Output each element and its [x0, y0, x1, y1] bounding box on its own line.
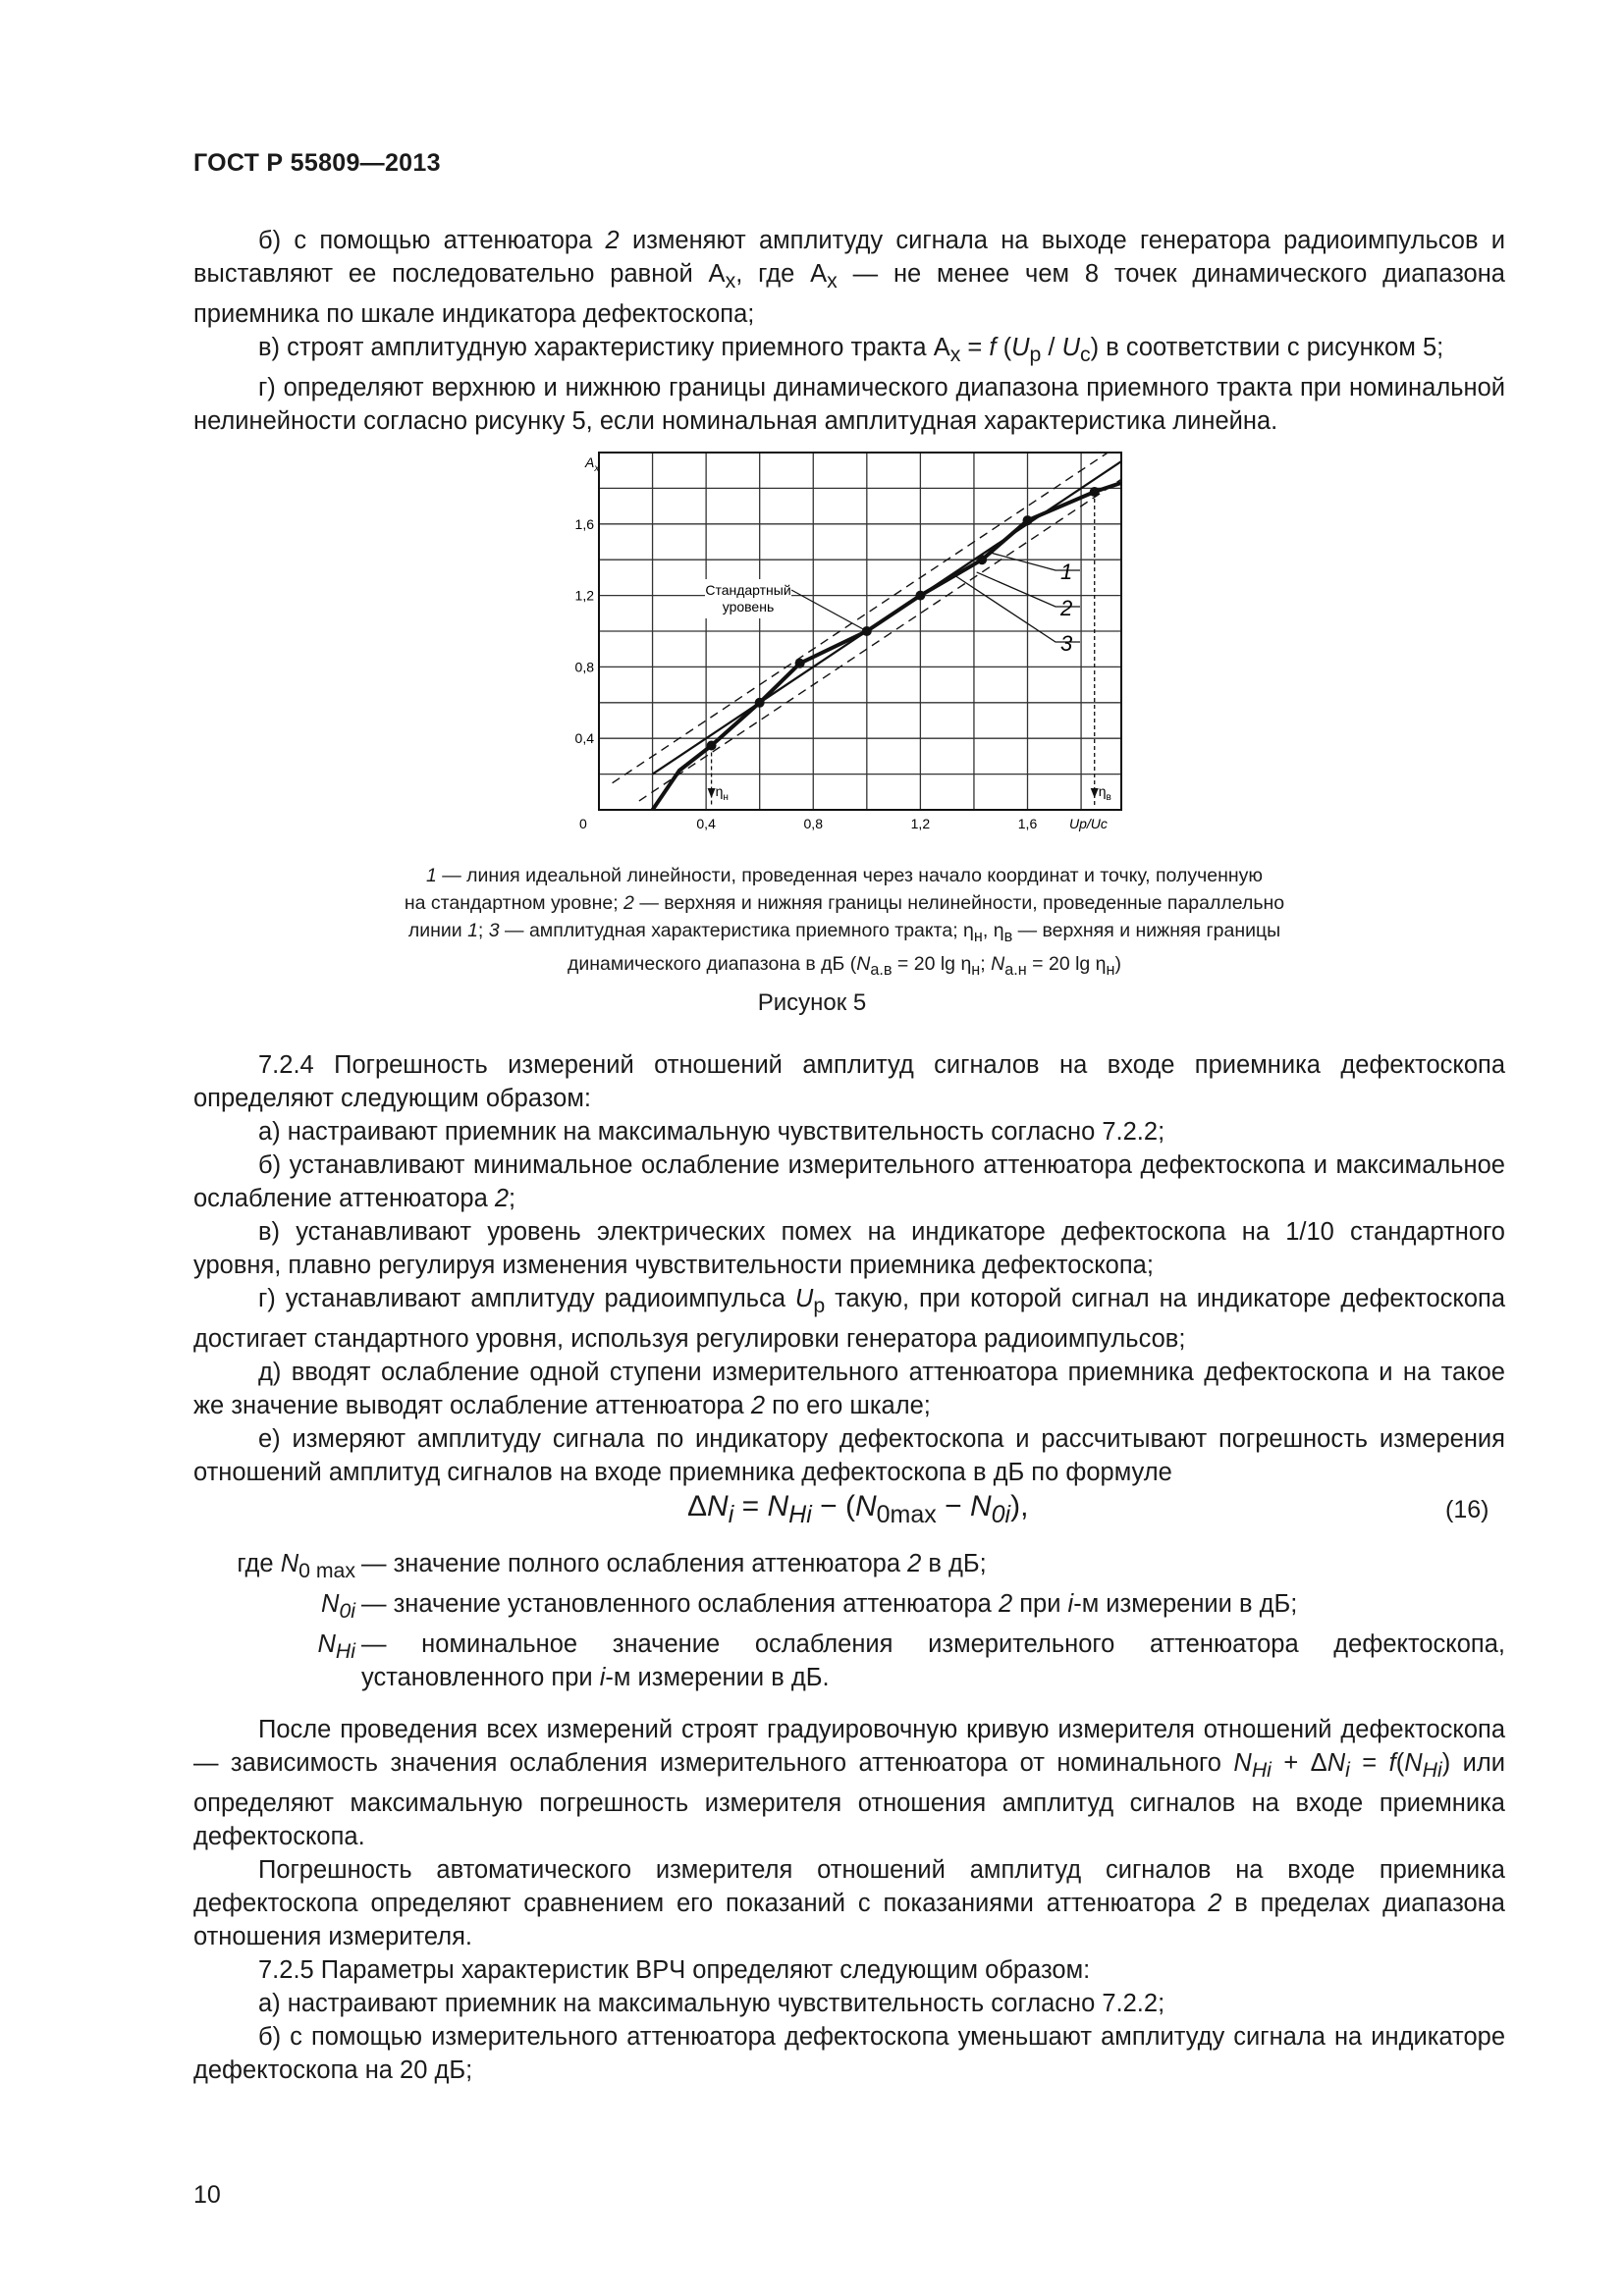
eta-low-label: $\eta_н$ [715, 783, 729, 803]
leader-label-1: 1 [1060, 560, 1073, 584]
xlabel: Uр/Uс [1069, 816, 1108, 831]
document-header: ГОСТ Р 55809—2013 [193, 149, 441, 177]
figure-caption [324, 862, 1365, 984]
y-tick-label: 1,6 [574, 515, 594, 532]
standard-level-line1: Стандартный [705, 582, 791, 598]
step-725-a: а) настраивают приемник на максимальную чувствительность согласно 7.2.2; [258, 1990, 1165, 2018]
page-number: 10 [193, 2181, 221, 2209]
definitions [193, 1547, 1505, 1694]
series-line [653, 483, 1121, 810]
eta-high-label: $\eta_в$ [1098, 783, 1111, 803]
data-point [1090, 487, 1100, 497]
x-tick-label: 0,8 [803, 816, 823, 831]
origin-label: 0 [579, 816, 587, 831]
ylabel: $A_x$ [585, 454, 600, 474]
data-point [707, 740, 717, 750]
step-a: а) настраивают приемник на максимальную чувствительность согласно 7.2.2; [258, 1118, 1165, 1146]
leader-label-2: 2 [1060, 596, 1073, 620]
step-b: б) устанавливают минимальное ослабление измерительного аттенюатора дефектоскопа и максимальное ослабление аттенюатора 2; [193, 1151, 1505, 1212]
section-7-2-4 [193, 1048, 1505, 1489]
step-e: е) измеряют амплитуду сигнала по индикатору дефектоскопа и рассчитывают погрешность измерения отношений амплитуд сигналов на входе приемника дефектоскопа в дБ по формуле [193, 1425, 1505, 1487]
definition-nhi: $N_{Hi}$ — номинальное значение ослабления измерительного аттенюатора дефектоскопа, установленного при i-м измерении в дБ. [317, 1630, 1505, 1692]
figure-title: Рисунок 5 [757, 989, 867, 1016]
y-tick-label: 0,4 [574, 730, 594, 747]
step-v: в) устанавливают уровень электрических помех на индикаторе дефектоскопа на 1/10 стандартного уровня, плавно регулируя изменения чувствительности приемника дефектоскопа; [193, 1218, 1505, 1279]
chart-points [707, 487, 1100, 750]
y-tick-label: 0,8 [574, 659, 594, 675]
figure-5-chart [560, 447, 1149, 839]
step-g: г) устанавливают амплитуду радиоимпульса $U_p$ такую, при которой сигнал на индикаторе дефектоскопа достигает стандартного уровня, используя регулировки генератора радиоимпульсов; [193, 1285, 1505, 1354]
definition-n0i: $N_{0i}$ — значение установленного ослабления аттенюатора 2 при i-м измерении в дБ; [321, 1590, 1298, 1624]
leader-label-3: 3 [1060, 631, 1073, 656]
caption-line-1: 1 — линия идеальной линейности, проведенная через начало координат и точку, полученную [425, 865, 1264, 886]
x-tick-label: 1,6 [1017, 816, 1038, 831]
formula-16: $\Delta N_i = N_{Hi} - (N_{0max} - N_{0i})$, [687, 1490, 1029, 1528]
intro-paragraph-v: в) строят амплитудную характеристику приемного тракта $A_x = f$ $(U_p / U_c)$ в соответствии с рисунком 5; [258, 334, 1444, 367]
data-point [795, 659, 805, 668]
eta-high-marker-arrow [1091, 788, 1099, 798]
caption-line-2: на стандартном уровне; 2 — верхняя и нижняя границы нелинейности, проведенные параллельно [404, 892, 1285, 914]
eta-low-marker-arrow [708, 788, 716, 798]
caption-line-3: линии 1; 3 — амплитудная характеристика приемного тракта; $\eta_н$, $\eta_в$ — верхняя и нижняя границы [407, 920, 1281, 945]
y-tick-label: 1,2 [574, 587, 594, 604]
chart-grid [599, 453, 1121, 810]
data-point [977, 555, 987, 564]
section-725-intro: 7.2.5 Параметры характеристик ВРЧ определяют следующим образом: [258, 1956, 1091, 1985]
auto-meter-paragraph: Погрешность автоматического измерителя отношений амплитуд сигналов на входе приемника дефектоскопа определяют сравнением его показаний с показаниями аттенюатора 2 в пределах диапазона отношения измерителя. [193, 1856, 1505, 1951]
formula-number: (16) [1445, 1496, 1489, 1523]
standard-level-line2: уровень [722, 599, 775, 614]
intro-paragraph-g: г) определяют верхнюю и нижнюю границы динамического диапазона приемного тракта при номинальной нелинейности согласно рисунку 5, если номинальная амплитудная характеристика линейна. [193, 374, 1505, 436]
after-formula-text [193, 1713, 1505, 2087]
x-tick-label: 0,4 [696, 816, 716, 831]
standard-level-pointer [791, 590, 867, 631]
section-724-intro: 7.2.4 Погрешность измерений отношений амплитуд сигналов на входе приемника дефектоскопа определяют следующим образом: [193, 1051, 1505, 1112]
data-point [1023, 515, 1033, 525]
step-d: д) вводят ослабление одной ступени измерительного аттенюатора приемника дефектоскопа и на такое же значение выводят ослабление аттенюатора 2 по его шкале; [193, 1359, 1505, 1420]
x-tick-label: 1,2 [910, 816, 931, 831]
intro-text [193, 224, 1505, 438]
caption-line-4: динамического диапазона в дБ ($N_{а.в} = 20$ $\lg \eta_н$; $N_{а.н} = 20$ $\lg \eta_н$) [567, 952, 1122, 979]
definition-n0max: где $N_{0 max}$ — значение полного ослабления аттенюатора 2 в дБ; [237, 1550, 987, 1583]
data-point [915, 591, 925, 601]
data-point [862, 626, 872, 636]
calibration-paragraph: После проведения всех измерений строят градуировочную кривую измерителя отношений дефектоскопа — зависимость значения ослабления измерительного аттенюатора от номинального $N_{Hi} + \Delta N_i = f(N_{Hi})$ или определяют максимальную погрешность измерителя отношения амплитуд сигналов на входе приемника дефектоскопа. [193, 1716, 1505, 1851]
intro-paragraph-b: б) с помощью аттенюатора 2 изменяют амплитуду сигнала на выходе генератора радиоимпульсов и выставляют ее последовательно равной $A_x$, где $A_x$ — не менее чем 8 точек динамического диапазона приемника по шкале индикатора дефектоскопа; [193, 227, 1505, 329]
data-point [755, 698, 765, 708]
step-725-b: б) с помощью измерительного аттенюатора дефектоскопа уменьшают амплитуду сигнала на индикаторе дефектоскопа на 20 дБ; [193, 2023, 1505, 2085]
